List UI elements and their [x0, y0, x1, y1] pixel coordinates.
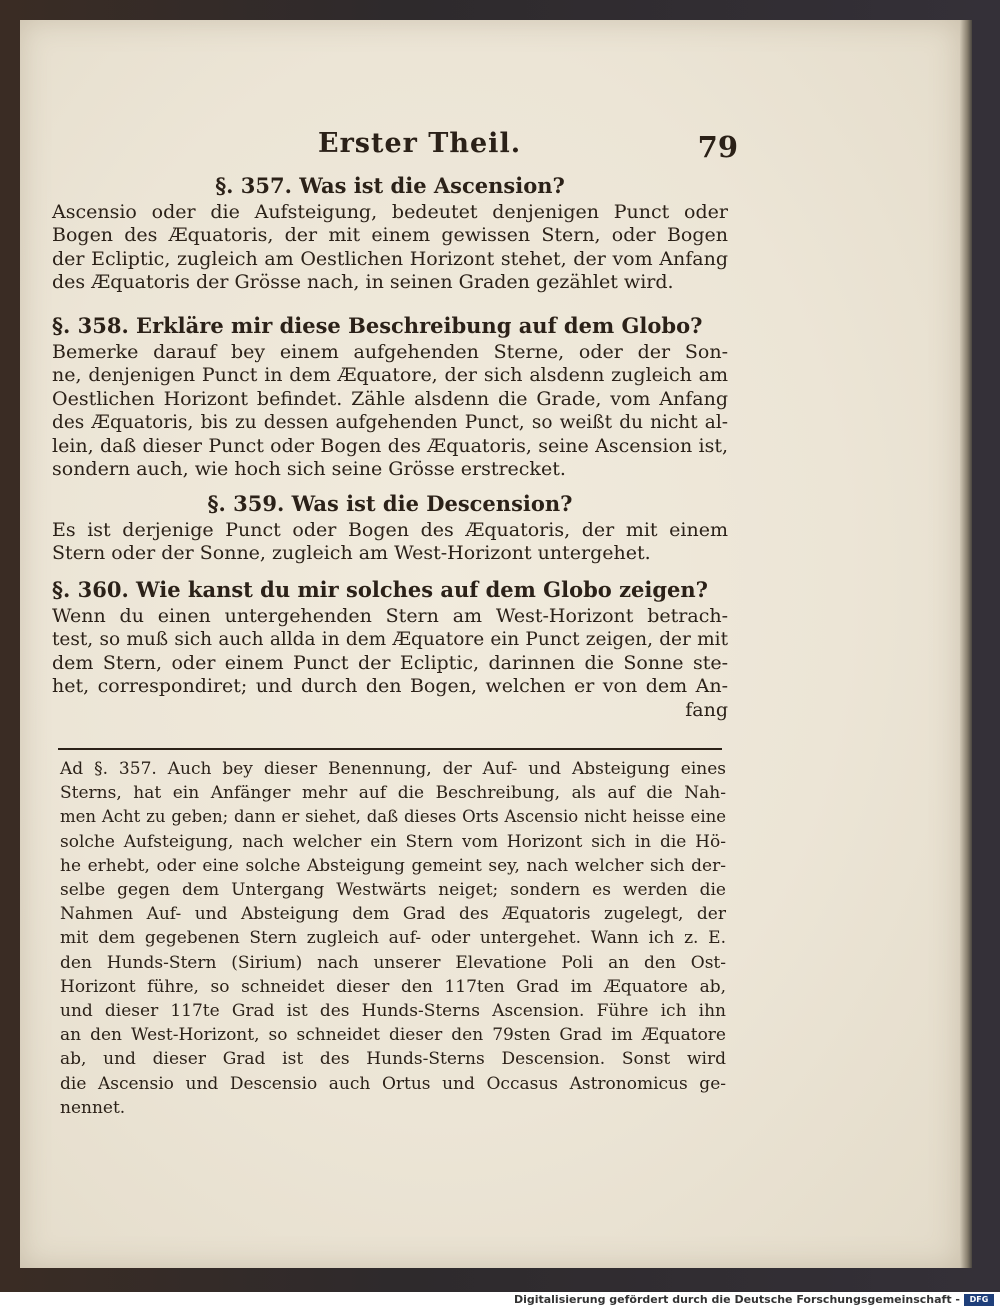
digitization-footer: [0, 1292, 1000, 1309]
section-359: [52, 492, 728, 566]
text-line: der Ecliptic, zugleich am Oestlichen Horizont stehet, der vom Anfang: [52, 247, 728, 270]
dfg-logo: DFG: [964, 1294, 994, 1306]
footnote-line: he erhebt, oder eine solche Absteigung gemeint sey, nach welcher sich der-: [60, 855, 726, 876]
text-line: sondern auch, wie hoch sich seine Grösse erstrecket.: [52, 458, 566, 480]
footnote-line: mit dem gegebenen Stern zugleich auf- oder untergehet. Wann ich z. E.: [60, 928, 726, 949]
footnote-line: an den West-Horizont, so schneidet dieser den 79sten Grad im Æquatore: [60, 1025, 726, 1046]
running-head: [318, 128, 738, 168]
text-line: des Æquatoris der Grösse nach, in seinen Graden gezählet wird.: [52, 271, 674, 293]
footnote-line: selbe gegen dem Untergang Westwärts neiget; sondern es werden die: [60, 880, 726, 901]
text-line: Stern oder der Sonne, zugleich am West-Horizont untergehet.: [52, 542, 651, 564]
footnote-line: den Hunds-Stern (Sirium) nach unserer Elevatione Poli an den Ost-: [60, 952, 726, 973]
text-line: test, so muß sich auch allda in dem Æquatore ein Punct zeigen, der mit: [52, 629, 728, 650]
text-line: dem Stern, oder einem Punct der Ecliptic, darinnen die Sonne ste-: [52, 651, 728, 674]
text-line: Es ist derjenige Punct oder Bogen des Æquatoris, der mit einem: [52, 518, 728, 541]
text-line: Wenn du einen untergehenden Stern am West-Horizont betrach-: [52, 604, 728, 627]
text-line: lein, daß dieser Punct oder Bogen des Æquatoris, seine Ascension ist,: [52, 434, 728, 457]
footnote-line: ab, und dieser Grad ist des Hunds-Sterns Descension. Sonst wird: [60, 1049, 726, 1070]
running-head-title: Erster Theil.: [318, 128, 522, 159]
section-357: [52, 174, 728, 295]
footnote-rule: [58, 748, 722, 750]
section-360: [52, 578, 728, 722]
footnote-line: solche Aufsteigung, nach welcher ein Stern vom Horizont sich in die Hö-: [60, 831, 726, 852]
section-body: [52, 605, 728, 723]
footnote: [60, 757, 726, 1120]
catchword: fang: [685, 698, 728, 721]
text-line: Bemerke darauf bey einem aufgehenden Sterne, oder der Son-: [52, 340, 728, 363]
text-line: Oestlichen Horizont befindet. Zähle alsdenn die Grade, vom Anfang: [52, 387, 728, 410]
section-question: §. 357. Was ist die Ascension?: [215, 173, 565, 198]
section-body: [52, 201, 728, 295]
footnote-line: Nahmen Auf- und Absteigung dem Grad des Æquatoris zugelegt, der: [60, 904, 726, 925]
footnote-line: Ad §. 357. Auch bey dieser Benennung, der Auf- und Absteigung eines: [60, 759, 726, 779]
text-line: het, correspondiret; und durch den Bogen, welchen er von dem An-: [52, 675, 728, 697]
section-body: [52, 341, 728, 482]
footnote-line: und dieser 117te Grad ist des Hunds-Sterns Ascension. Führe ich ihn: [60, 1001, 726, 1022]
text-line: Ascensio oder die Aufsteigung, bedeutet denjenigen Punct oder: [52, 200, 728, 223]
section-body: [52, 519, 728, 566]
text-line: ne, denjenigen Punct in dem Æquatore, der sich alsdenn zugleich am: [52, 364, 728, 386]
footnote-line: men Acht zu geben; dann er siehet, daß dieses Orts Ascensio nicht heisse eine: [60, 807, 726, 827]
footnote-line: Sterns, hat ein Anfänger mehr auf die Beschreibung, als auf die Nah-: [60, 783, 726, 804]
section-question: §. 360. Wie kanst du mir solches auf dem Globo zeigen?: [52, 577, 708, 602]
section-358: [52, 314, 728, 482]
page-edge: [960, 20, 972, 1268]
footnote-line: die Ascensio und Descensio auch Ortus und Occasus Astronomicus ge-: [60, 1073, 726, 1094]
page-number: 79: [697, 130, 738, 164]
text-line: Bogen des Æquatoris, der mit einem gewissen Stern, oder Bogen: [52, 224, 728, 246]
section-question: §. 358. Erkläre mir diese Beschreibung auf dem Globo?: [52, 313, 703, 338]
section-question: §. 359. Was ist die Descension?: [207, 491, 573, 516]
footnote-line: nennet.: [60, 1097, 126, 1118]
footer-credit: Digitalisierung gefördert durch die Deutsche Forschungsgemeinschaft -: [513, 1293, 960, 1306]
footnote-line: Horizont führe, so schneidet dieser den 117ten Grad im Æquatore ab,: [60, 976, 726, 997]
text-line: des Æquatoris, bis zu dessen aufgehenden Punct, so weißt du nicht al-: [52, 412, 728, 433]
